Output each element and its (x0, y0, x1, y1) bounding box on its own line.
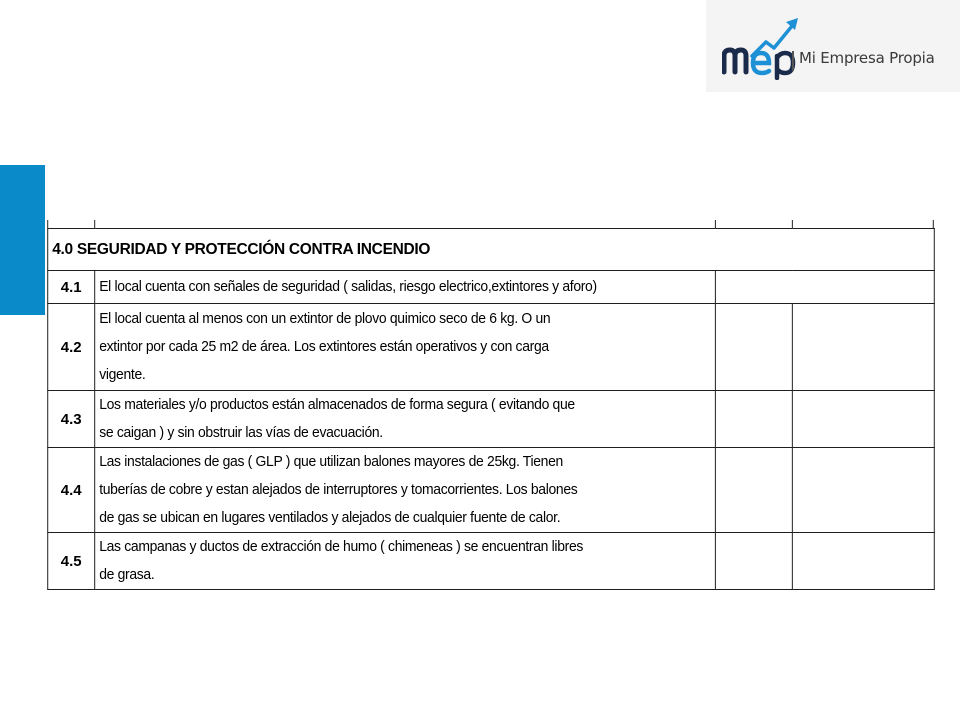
table-row (48, 391, 935, 448)
item-description (95, 533, 716, 590)
observation-cell[interactable] (792, 448, 934, 533)
column-stub (94, 220, 95, 228)
item-line: Los materiales y/o productos están almacenados de forma segura ( evitando que (99, 396, 575, 413)
item-number: 4.5 (48, 533, 95, 590)
column-stub (47, 220, 48, 228)
response-cell[interactable] (715, 271, 934, 304)
item-line: El local cuenta con señales de seguridad ( salidas, riesgo electrico,extintores y aforo) (99, 278, 597, 295)
response-cell[interactable] (715, 533, 792, 590)
column-stub (933, 220, 934, 228)
item-number: 4.4 (48, 448, 95, 533)
response-cell[interactable] (715, 448, 792, 533)
logo-separator (792, 51, 794, 71)
logo-tagline: Mi Empresa Propia (799, 49, 935, 67)
column-stub (715, 220, 716, 228)
item-number: 4.2 (48, 304, 95, 391)
table-row (48, 271, 935, 304)
item-description (95, 391, 716, 448)
table-row (48, 304, 935, 391)
section-title: 4.0 SEGURIDAD Y PROTECCIÓN CONTRA INCENDIO (48, 229, 935, 271)
observation-cell[interactable] (792, 304, 934, 391)
item-number: 4.3 (48, 391, 95, 448)
item-line: El local cuenta al menos con un extintor de plovo quimico seco de 6 kg. O un (99, 310, 551, 327)
item-line: de gas se ubican en lugares ventilados y alejados de cualquier fuente de calor. (99, 509, 561, 526)
table-row (48, 533, 935, 590)
brand-logo (706, 0, 960, 92)
response-cell[interactable] (715, 304, 792, 391)
accent-bar (0, 165, 45, 315)
logo-mark-icon (722, 14, 802, 80)
item-description (95, 271, 716, 304)
response-cell[interactable] (715, 391, 792, 448)
item-description (95, 448, 716, 533)
item-line: se caigan ) y sin obstruir las vías de evacuación. (99, 424, 383, 441)
item-description (95, 304, 716, 391)
item-line: tuberías de cobre y estan alejados de interruptores y tomacorrientes. Los balones (99, 481, 578, 498)
item-line: de grasa. (99, 566, 155, 583)
table-row (48, 448, 935, 533)
observation-cell[interactable] (792, 533, 934, 590)
item-line: vigente. (99, 366, 146, 383)
item-line: Las instalaciones de gas ( GLP ) que utilizan balones mayores de 25kg. Tienen (99, 453, 563, 470)
checklist-sheet (47, 220, 935, 598)
column-stub (792, 220, 793, 228)
item-line: Las campanas y ductos de extracción de humo ( chimeneas ) se encuentran libres (99, 538, 584, 555)
checklist-table (47, 228, 935, 590)
observation-cell[interactable] (792, 391, 934, 448)
item-line: extintor por cada 25 m2 de área. Los extintores están operativos y con carga (99, 338, 549, 355)
item-number: 4.1 (48, 271, 95, 304)
